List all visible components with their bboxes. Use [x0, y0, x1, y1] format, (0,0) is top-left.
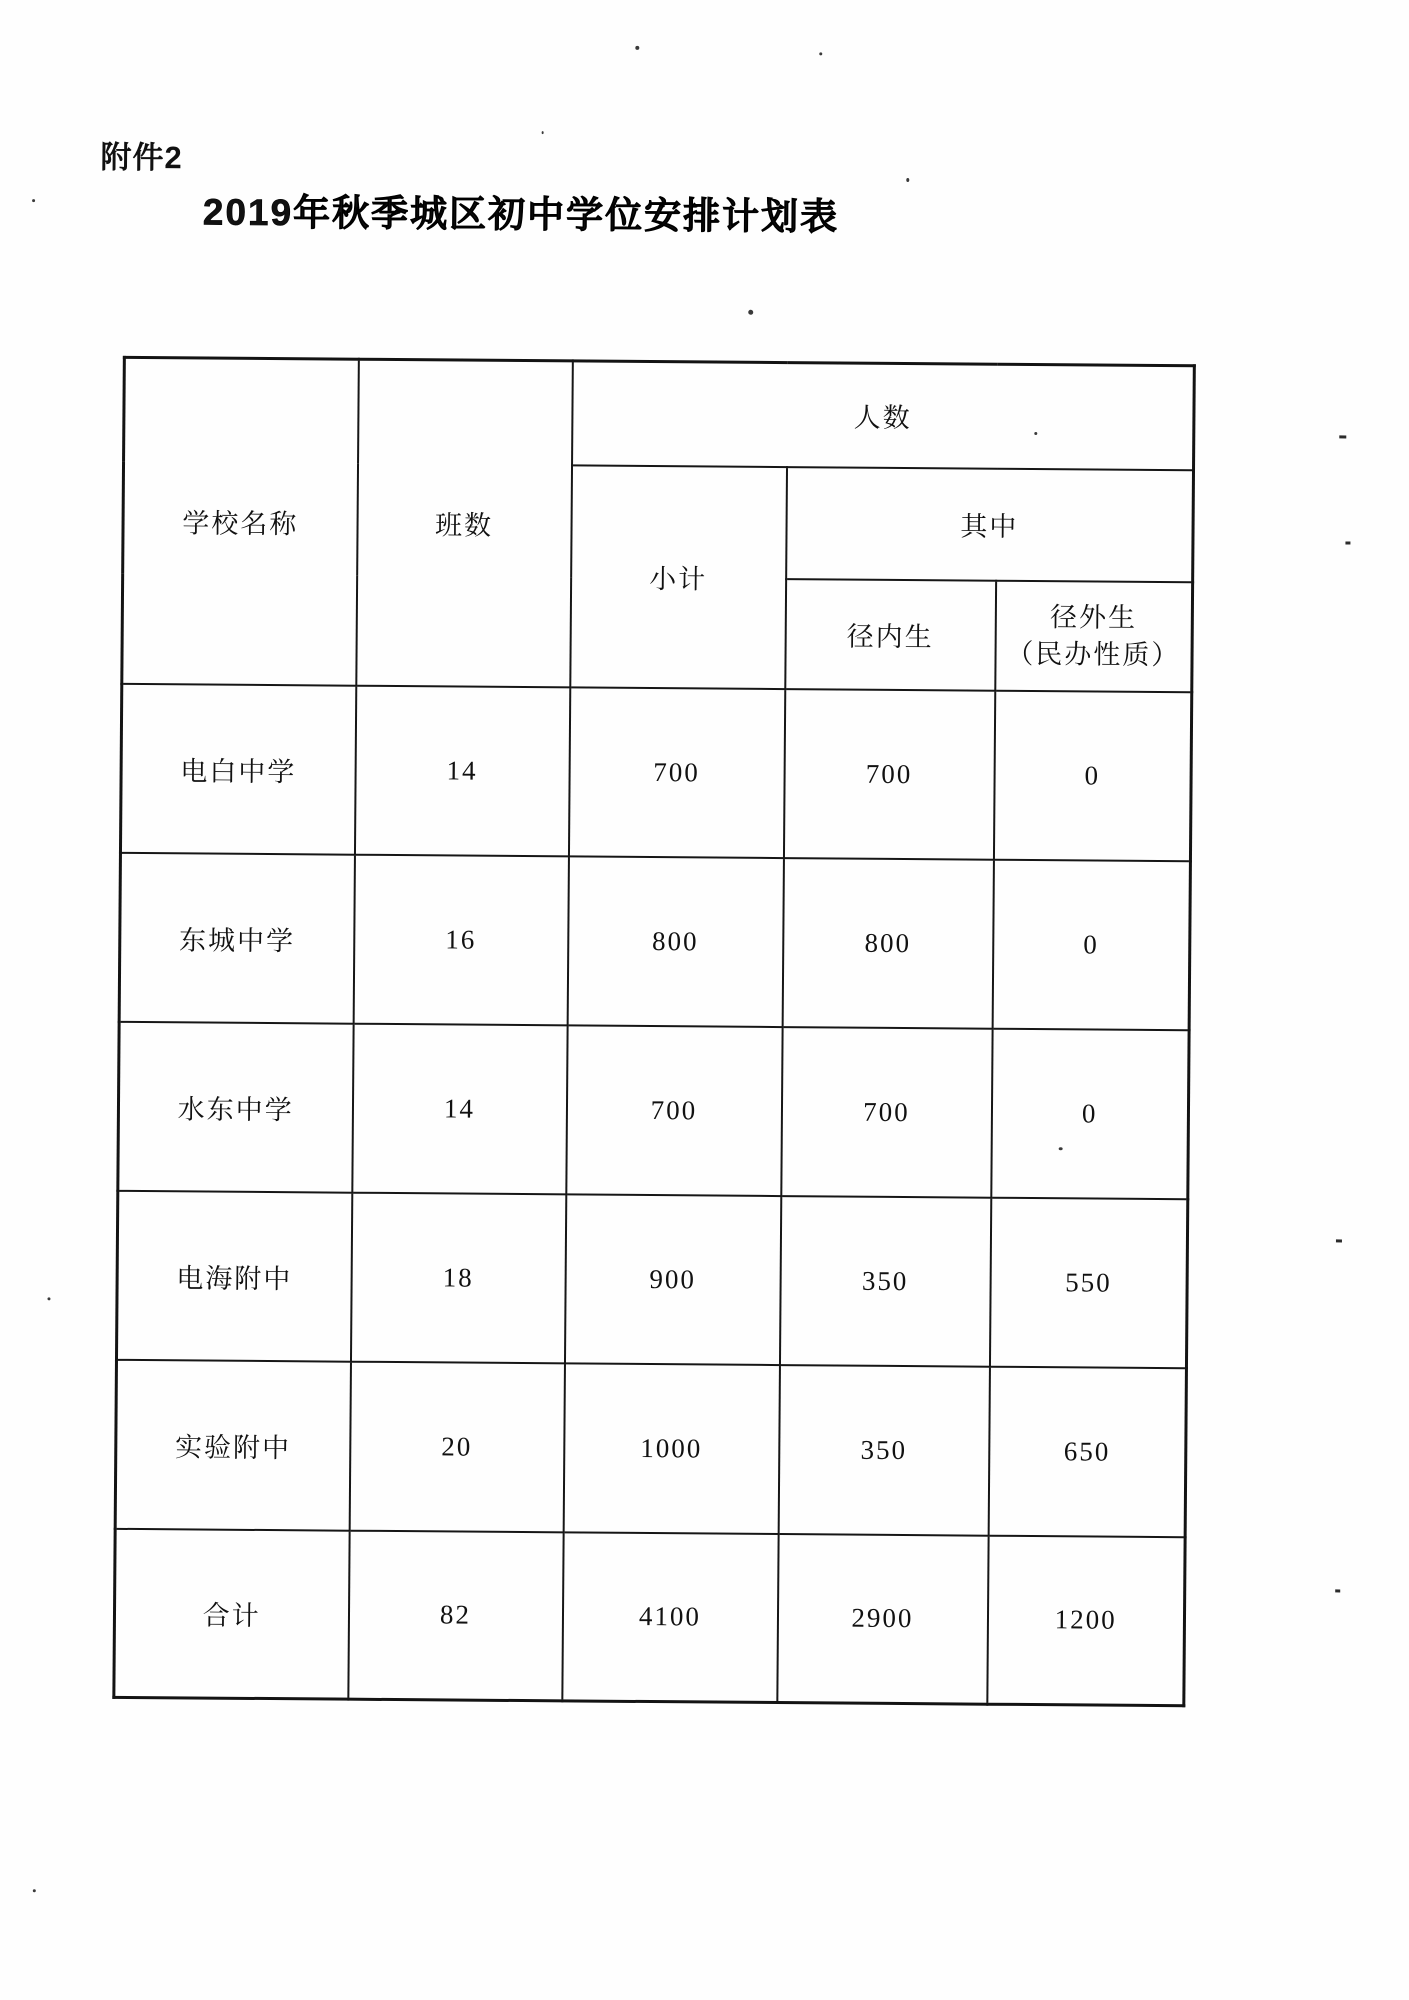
cell-outside: 650 [988, 1366, 1186, 1537]
cell-inside: 2900 [777, 1534, 988, 1705]
scan-speck [1336, 1239, 1342, 1242]
scan-speck [1345, 541, 1350, 544]
cell-classes: 82 [348, 1530, 563, 1701]
attachment-label: 附件2 [100, 139, 183, 176]
header-outside-line1: 径外生 [1049, 602, 1138, 633]
cell-subtotal: 800 [567, 856, 783, 1027]
header-classes: 班数 [356, 359, 573, 687]
cell-school: 电白中学 [120, 683, 355, 854]
cell-classes: 14 [352, 1023, 567, 1194]
cell-school: 合计 [114, 1528, 349, 1699]
cell-outside: 1200 [987, 1535, 1185, 1706]
cell-school: 电海附中 [116, 1190, 351, 1361]
cell-school: 实验附中 [115, 1359, 350, 1530]
scan-speck [819, 52, 822, 55]
scan-speck [542, 131, 544, 134]
scan-speck [1034, 432, 1037, 435]
page-title: 2019年秋季城区初中学位安排计划表 [202, 191, 840, 238]
table-row [120, 683, 1191, 860]
header-subtotal: 小计 [570, 465, 787, 689]
header-people: 人数 [572, 361, 1195, 470]
cell-classes: 16 [353, 854, 568, 1025]
scan-speck [33, 1889, 36, 1892]
cell-outside: 0 [992, 859, 1190, 1030]
cell-subtotal: 900 [564, 1194, 780, 1365]
cell-inside: 700 [781, 1027, 992, 1198]
table-row [115, 1359, 1186, 1536]
scan-speck [748, 310, 753, 315]
scan-speck [47, 1297, 50, 1300]
cell-inside: 350 [778, 1365, 989, 1536]
header-outside-line2: （民办性质） [1006, 638, 1181, 670]
header-school: 学校名称 [122, 357, 359, 685]
scan-speck [1335, 1589, 1340, 1592]
scan-speck [1059, 1147, 1063, 1150]
table-row [118, 1021, 1189, 1198]
header-among: 其中 [786, 467, 1194, 582]
cell-inside: 700 [783, 689, 994, 860]
scan-speck [635, 46, 639, 50]
scan-speck [32, 199, 35, 202]
cell-subtotal: 700 [568, 687, 784, 858]
cell-outside: 0 [993, 690, 1191, 861]
table-row [116, 1190, 1187, 1367]
cell-inside: 350 [779, 1196, 990, 1367]
cell-school: 水东中学 [118, 1021, 353, 1192]
scan-speck [1339, 435, 1346, 438]
header-inside-students: 径内生 [785, 579, 996, 691]
enrollment-plan-table [112, 356, 1196, 1707]
cell-classes: 14 [354, 685, 569, 856]
cell-inside: 800 [782, 858, 993, 1029]
cell-outside: 0 [991, 1028, 1189, 1199]
cell-subtotal: 4100 [562, 1532, 778, 1703]
cell-subtotal: 1000 [563, 1363, 779, 1534]
cell-classes: 20 [349, 1361, 564, 1532]
cell-classes: 18 [350, 1192, 565, 1363]
header-row-people [124, 357, 1195, 469]
cell-school: 东城中学 [119, 852, 354, 1023]
table-row-total [114, 1528, 1185, 1705]
header-outside-students [995, 580, 1193, 692]
cell-outside: 550 [989, 1197, 1187, 1368]
table-row [119, 852, 1190, 1029]
cell-subtotal: 700 [566, 1025, 782, 1196]
scan-speck [906, 178, 909, 182]
